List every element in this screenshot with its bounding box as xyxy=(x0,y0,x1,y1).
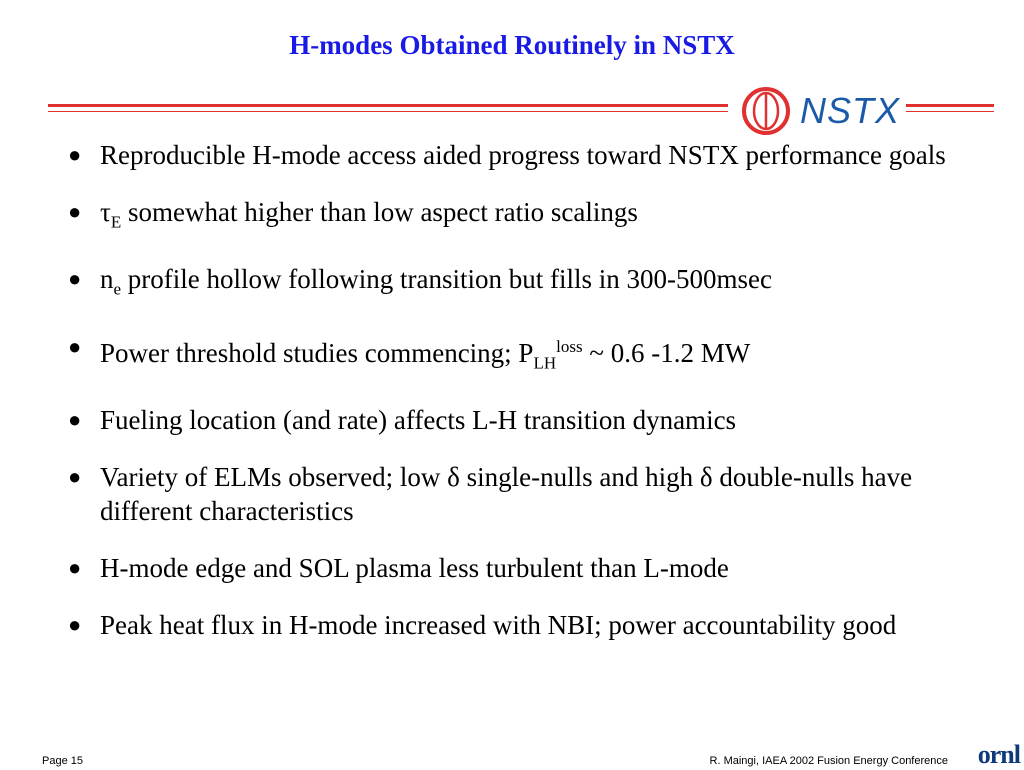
list-item xyxy=(64,330,964,380)
header-rule-right-thin xyxy=(906,111,994,112)
header-rule-right xyxy=(906,104,994,107)
bullet-text: Reproducible H-mode access aided progress toward NSTX performance goals xyxy=(100,140,946,170)
bullet-text: ~ 0.6 -1.2 MW xyxy=(582,337,751,368)
list-item xyxy=(64,195,964,239)
bullet-symbol: τ xyxy=(100,197,111,227)
bullet-icon: ● xyxy=(68,266,82,292)
list-item xyxy=(64,460,964,528)
bullet-subscript: E xyxy=(110,212,122,232)
bullet-prefix: n xyxy=(100,264,114,295)
ornl-logo: ornl xyxy=(977,740,1020,769)
bullet-prefix: Power threshold studies commencing; P xyxy=(100,337,534,368)
bullet-icon: ● xyxy=(68,199,82,224)
bullet-icon: ● xyxy=(68,407,82,433)
bullet-icon: ● xyxy=(68,464,82,490)
header-rule-left xyxy=(48,104,728,107)
bullet-icon: ● xyxy=(68,612,82,638)
bullet-icon: ● xyxy=(68,333,82,359)
header-rule-left-thin xyxy=(48,111,728,112)
bullet-text: Fueling location (and rate) affects L-H transition dynamics xyxy=(100,405,737,436)
nstx-emblem-icon xyxy=(740,86,792,136)
list-item xyxy=(64,551,964,585)
nstx-logo-text: NSTX xyxy=(800,90,901,131)
bullet-text: Variety of ELMs observed; low δ single-nulls and high δ double-nulls have different characteristics xyxy=(100,462,913,527)
bullet-icon: ● xyxy=(68,555,82,581)
list-item xyxy=(64,403,964,437)
bullet-subscript: LH xyxy=(533,353,557,373)
page-number: Page 15 xyxy=(42,755,83,767)
bullet-icon: ● xyxy=(68,142,82,167)
bullet-text: profile hollow following transition but fills in 300-500msec xyxy=(121,264,772,295)
bullet-text: Peak heat flux in H-mode increased with NBI; power accountability good xyxy=(100,610,897,641)
slide-title: H-modes Obtained Routinely in NSTX xyxy=(289,30,735,60)
list-item xyxy=(64,608,964,642)
bullet-text: H-mode edge and SOL plasma less turbulent than L-mode xyxy=(100,553,729,584)
list-item xyxy=(64,138,964,172)
bullet-text: somewhat higher than low aspect ratio scalings xyxy=(121,197,638,227)
bullet-list xyxy=(64,138,964,665)
footer-credit: R. Maingi, IAEA 2002 Fusion Energy Conference xyxy=(709,755,948,767)
nstx-logo xyxy=(740,86,900,136)
list-item xyxy=(64,262,964,306)
bullet-superscript: loss xyxy=(556,336,583,356)
bullet-subscript: e xyxy=(113,279,122,299)
